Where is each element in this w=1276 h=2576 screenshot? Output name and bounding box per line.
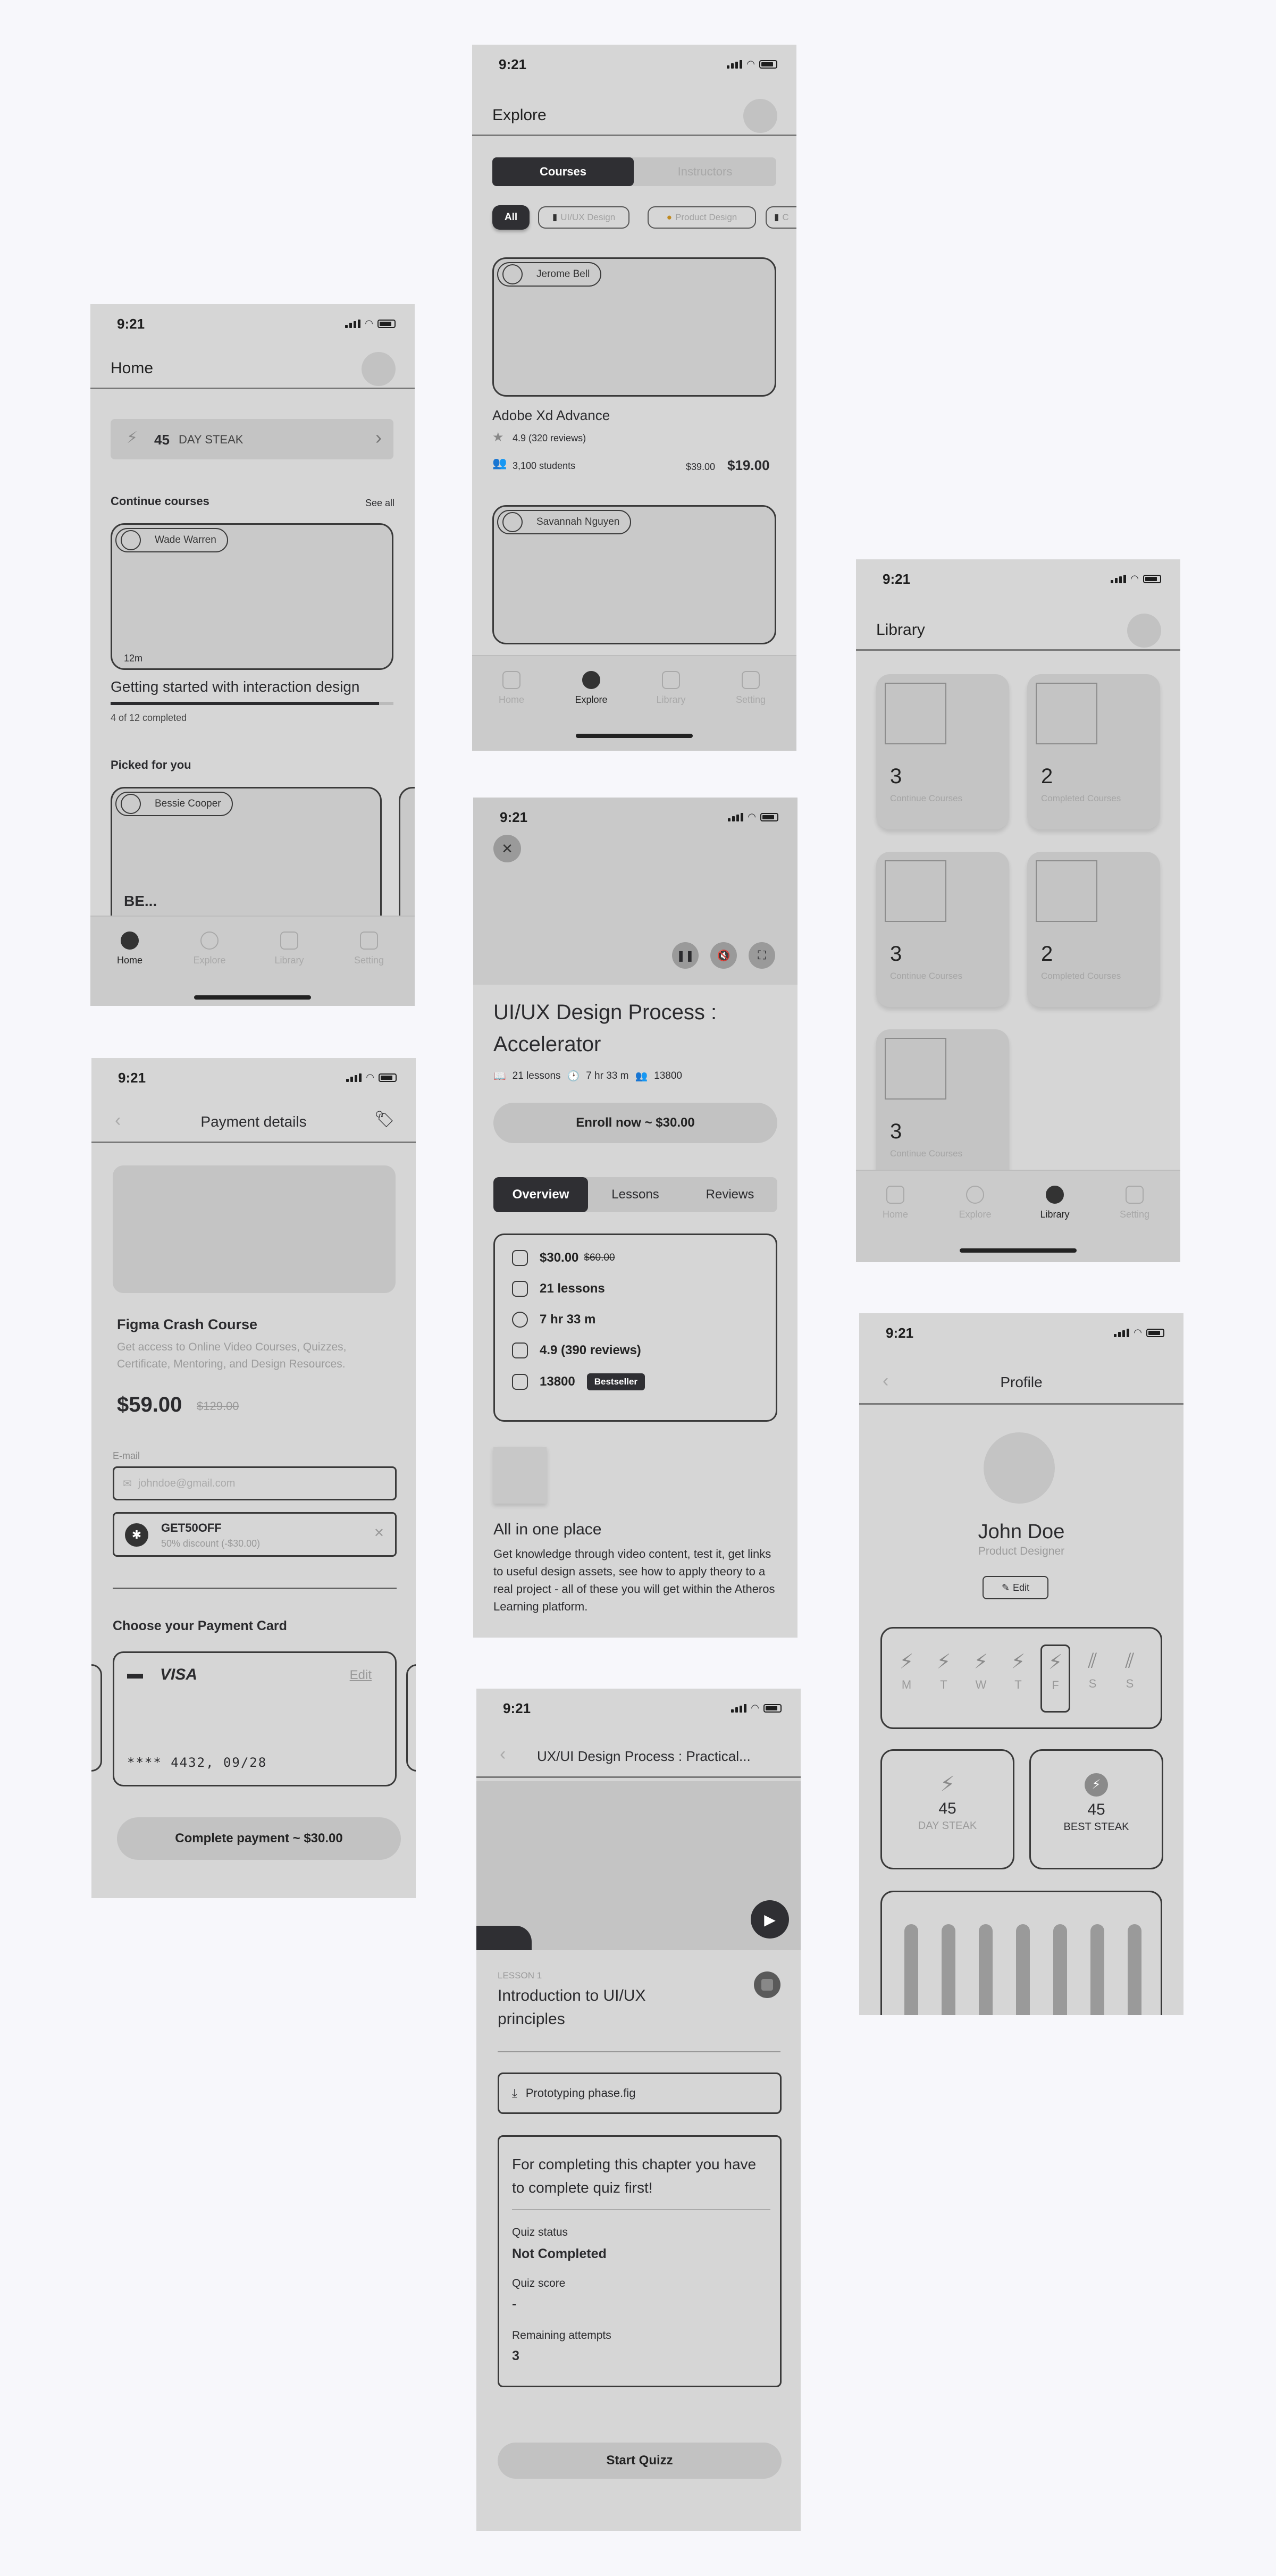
day-mon bbox=[892, 1650, 921, 1692]
divider bbox=[113, 1588, 397, 1589]
week-streak bbox=[880, 1627, 1162, 1729]
button-label: Complete payment ~ $30.00 bbox=[175, 1831, 343, 1845]
streak-number: 45 bbox=[938, 1800, 956, 1817]
tab-bar bbox=[472, 655, 796, 751]
status-time: 9:21 bbox=[883, 571, 911, 587]
status-bar bbox=[472, 45, 796, 87]
bolt-slash-icon: ⫽ bbox=[1125, 1650, 1135, 1672]
activity-chart bbox=[880, 1891, 1162, 2015]
status-bar bbox=[90, 304, 415, 347]
page-title: Library bbox=[876, 621, 925, 639]
grid-icon bbox=[1126, 1186, 1144, 1204]
status-time: 9:21 bbox=[499, 56, 527, 72]
tile-count: 2 bbox=[1041, 942, 1053, 966]
tab-setting[interactable] bbox=[724, 671, 777, 706]
choose-card-label: Choose your Payment Card bbox=[113, 1618, 287, 1633]
picked-card-next[interactable] bbox=[399, 787, 415, 936]
tag-icon bbox=[512, 1250, 528, 1266]
tab-label: Home bbox=[116, 955, 142, 966]
feature-text: Get knowledge through video content, test it, get links to useful design assets, see how to apply theory to a real project - all of these you will get within the Atheros Learning platform. bbox=[493, 1547, 775, 1613]
clock-icon bbox=[512, 1312, 528, 1328]
compass-icon bbox=[200, 932, 219, 950]
coupon-code: GET50OFF bbox=[161, 1521, 222, 1534]
user-name: John Doe bbox=[978, 1521, 1065, 1543]
picked-card[interactable] bbox=[111, 787, 382, 936]
seg-label: Instructors bbox=[677, 165, 733, 178]
star-icon: ★ bbox=[492, 430, 504, 444]
price: $30.00 bbox=[540, 1251, 579, 1265]
tile-count: 3 bbox=[890, 942, 902, 966]
status-time: 9:21 bbox=[500, 809, 528, 825]
fullscreen-icon[interactable]: ⛶ bbox=[749, 942, 775, 969]
home-screen bbox=[90, 304, 415, 1006]
day-label: W bbox=[975, 1678, 987, 1691]
tab-setting[interactable] bbox=[342, 932, 396, 966]
quiz-message: For completing this chapter you have to complete quiz first! bbox=[512, 2156, 757, 2196]
email-label: E-mail bbox=[113, 1450, 140, 1461]
day-label: T bbox=[1014, 1678, 1022, 1691]
coupon-field[interactable] bbox=[113, 1512, 397, 1557]
picked-label: Picked for you bbox=[111, 758, 191, 771]
tab-bar bbox=[90, 916, 415, 1006]
day-label: S bbox=[1126, 1677, 1134, 1690]
file-download[interactable] bbox=[498, 2072, 782, 2114]
home-icon bbox=[886, 1186, 904, 1204]
tile-label: Continue Courses bbox=[890, 1148, 963, 1159]
status-icons: ◠ bbox=[346, 1072, 397, 1083]
lessons: 21 lessons bbox=[540, 1281, 605, 1296]
quiz-status-value: Not Completed bbox=[512, 2246, 607, 2261]
users-icon: 👥 bbox=[635, 1071, 648, 1082]
next-card[interactable] bbox=[406, 1664, 416, 1772]
best-number: 45 bbox=[1087, 1801, 1105, 1818]
chip-more[interactable] bbox=[766, 206, 796, 229]
progress-bar bbox=[111, 702, 393, 705]
day-label: S bbox=[1088, 1677, 1097, 1690]
tab-label: Lessons bbox=[611, 1187, 659, 1202]
profile-screen bbox=[859, 1313, 1183, 2015]
pause-icon[interactable]: ❚❚ bbox=[672, 942, 699, 969]
bolt-icon: ⚡ bbox=[899, 1651, 914, 1673]
status-bar bbox=[859, 1313, 1183, 1356]
day-label: M bbox=[901, 1678, 912, 1691]
pencil-icon: ✎ bbox=[1001, 1582, 1010, 1593]
activity-bar bbox=[1128, 1924, 1141, 2015]
prev-card[interactable] bbox=[91, 1664, 102, 1772]
rating: 4.9 (390 reviews) bbox=[540, 1343, 641, 1357]
tile-label: Continue Courses bbox=[890, 793, 963, 803]
thumb bbox=[1036, 860, 1097, 922]
lessons-count: 21 lessons bbox=[512, 1070, 561, 1081]
tab-reviews[interactable] bbox=[683, 1177, 777, 1212]
course-duration: 12m bbox=[124, 653, 143, 664]
close-icon[interactable]: ✕ bbox=[373, 1526, 384, 1540]
page-title: Payment details bbox=[200, 1113, 307, 1130]
title-line: principles bbox=[498, 2010, 565, 2028]
tab-label: Setting bbox=[1119, 1209, 1150, 1220]
tag-icon: ▮ bbox=[552, 212, 558, 222]
author-name: Wade Warren bbox=[155, 534, 216, 546]
status-time: 9:21 bbox=[503, 1700, 531, 1716]
course-card[interactable] bbox=[111, 523, 393, 670]
status-icons: ◠ bbox=[727, 58, 777, 70]
book-icon: 📖 bbox=[493, 1071, 506, 1082]
author-avatar bbox=[502, 512, 523, 532]
status-bar bbox=[476, 1689, 801, 1731]
streak-label: DAY STEAK bbox=[179, 433, 244, 446]
back-icon[interactable]: ‹ bbox=[500, 1744, 506, 1764]
author-pill bbox=[115, 528, 228, 552]
status-bar bbox=[473, 798, 797, 840]
lessons-row bbox=[512, 1281, 605, 1297]
best-label: BEST STEAK bbox=[1063, 1821, 1129, 1833]
tile-count: 3 bbox=[890, 765, 902, 788]
course-summary bbox=[493, 1234, 777, 1422]
lesson-screen bbox=[476, 1689, 801, 2531]
tab-bar bbox=[856, 1170, 1180, 1262]
activity-bar bbox=[942, 1924, 955, 2015]
tab-label: Overview bbox=[512, 1187, 569, 1202]
see-all-link[interactable]: See all bbox=[365, 498, 394, 508]
page-title: Home bbox=[111, 359, 154, 377]
title-line: UI/UX Design Process : bbox=[493, 1001, 717, 1024]
tab-label: Setting bbox=[735, 694, 766, 705]
bolt-slash-icon: ⫽ bbox=[1088, 1650, 1097, 1672]
book-icon bbox=[1046, 1186, 1064, 1204]
tag-icon: ▮ bbox=[774, 212, 779, 222]
rating-text: 4.9 (320 reviews) bbox=[513, 433, 586, 443]
video-tab bbox=[476, 1926, 532, 1950]
thumb bbox=[885, 860, 946, 922]
chevron-right-icon: › bbox=[375, 426, 382, 448]
library-tile[interactable] bbox=[1027, 674, 1160, 829]
tab-label: Setting bbox=[354, 955, 384, 966]
back-icon[interactable]: ‹ bbox=[115, 1110, 121, 1130]
learners: 13800 bbox=[654, 1070, 682, 1081]
students-icon: 👥 bbox=[492, 456, 507, 469]
tab-label: Home bbox=[498, 694, 524, 705]
edit-link[interactable]: Edit bbox=[349, 1668, 372, 1682]
old-price: $129.00 bbox=[197, 1399, 239, 1413]
author-name: Bessie Cooper bbox=[155, 798, 221, 809]
title-line: Accelerator bbox=[493, 1033, 601, 1056]
coupon-discount: 50% discount (-$30.00) bbox=[161, 1538, 261, 1549]
author-name: Savannah Nguyen bbox=[536, 516, 620, 527]
quiz-score-label: Quiz score bbox=[512, 2277, 566, 2289]
tab-explore[interactable] bbox=[183, 932, 236, 966]
status-icons: ◠ bbox=[345, 318, 396, 329]
book-icon bbox=[280, 932, 298, 950]
tab-label: Explore bbox=[193, 955, 226, 966]
bolt-icon: ⚡ bbox=[936, 1651, 951, 1673]
avatar[interactable] bbox=[743, 99, 777, 133]
attempts-label: Remaining attempts bbox=[512, 2329, 611, 2342]
day-tue bbox=[929, 1650, 959, 1692]
mail-icon: ✉ bbox=[123, 1478, 132, 1490]
activity-bar bbox=[1016, 1924, 1030, 2015]
course-card[interactable] bbox=[492, 257, 776, 397]
play-icon[interactable]: ▶ bbox=[751, 1900, 789, 1939]
header bbox=[476, 1735, 801, 1778]
card-icon: ▬ bbox=[127, 1665, 143, 1682]
tab-library[interactable] bbox=[644, 671, 698, 706]
header bbox=[859, 1362, 1183, 1405]
course-thumbnail bbox=[113, 1165, 396, 1293]
author-avatar bbox=[502, 264, 523, 284]
feature-title: All in one place bbox=[493, 1521, 602, 1538]
card-number: **** 4432, 09/28 bbox=[127, 1755, 267, 1770]
tile-label: Continue Courses bbox=[890, 971, 963, 981]
tag-icon[interactable]: 🏷 bbox=[374, 1111, 394, 1128]
start-quiz-button[interactable] bbox=[498, 2443, 782, 2479]
price: $19.00 bbox=[727, 457, 770, 473]
avatar[interactable] bbox=[1127, 614, 1161, 648]
home-indicator bbox=[576, 734, 693, 738]
book-icon bbox=[512, 1281, 528, 1297]
tile-count: 2 bbox=[1041, 765, 1053, 788]
mute-icon[interactable]: 🔇 bbox=[710, 942, 737, 969]
status-icons: ◠ bbox=[1111, 573, 1161, 584]
course-name: Adobe Xd Advance bbox=[492, 407, 610, 423]
profile-avatar bbox=[984, 1432, 1055, 1504]
status-icons: ◠ bbox=[1114, 1327, 1164, 1338]
learners-row bbox=[512, 1373, 645, 1390]
tab-home[interactable] bbox=[485, 671, 538, 706]
day-sun bbox=[1115, 1650, 1145, 1691]
bolt-badge-icon: ⚡ bbox=[1085, 1773, 1108, 1797]
duration: 7 hr 33 m bbox=[540, 1312, 596, 1327]
bolt-icon: ⚡ bbox=[973, 1651, 988, 1673]
tab-library[interactable] bbox=[1028, 1186, 1081, 1220]
day-fri[interactable] bbox=[1040, 1644, 1070, 1713]
quiz-panel bbox=[498, 2135, 782, 2387]
course-card[interactable] bbox=[492, 505, 776, 644]
price: $59.00 bbox=[117, 1393, 182, 1416]
attempts-value: 3 bbox=[512, 2348, 519, 2363]
file-name: Prototyping phase.fig bbox=[525, 2086, 636, 2100]
library-tile[interactable] bbox=[876, 852, 1009, 1007]
users-icon bbox=[512, 1374, 528, 1390]
lesson-title bbox=[498, 1984, 645, 2031]
quiz-status-label: Quiz status bbox=[512, 2226, 568, 2238]
tab-setting[interactable] bbox=[1108, 1186, 1161, 1220]
bolt-icon: ⚡ bbox=[939, 1773, 955, 1796]
author-pill bbox=[497, 510, 631, 534]
email-placeholder: johndoe@gmail.com bbox=[138, 1477, 236, 1489]
page-title: UX/UI Design Process : Practical... bbox=[537, 1748, 751, 1764]
course-name: Figma Crash Course bbox=[117, 1316, 258, 1332]
picked-title: BE... bbox=[124, 893, 157, 909]
enroll-button[interactable] bbox=[493, 1103, 777, 1143]
author-avatar bbox=[121, 794, 141, 814]
card-brand: VISA bbox=[160, 1666, 198, 1683]
compass-icon bbox=[582, 671, 600, 689]
course-desc: Get access to Online Video Courses, Quizzes, Certificate, Mentoring, and Design Resources. bbox=[117, 1341, 347, 1370]
meta-row bbox=[493, 1070, 682, 1083]
badge-icon: ✱ bbox=[125, 1523, 148, 1547]
streak-label: DAY STEAK bbox=[918, 1820, 977, 1832]
duration: 7 hr 33 m bbox=[586, 1070, 629, 1081]
author-pill bbox=[115, 792, 233, 816]
day-wed bbox=[966, 1650, 996, 1692]
payment-card[interactable] bbox=[113, 1651, 397, 1786]
tile-label: Completed Courses bbox=[1041, 971, 1121, 981]
activity-bar bbox=[1053, 1924, 1067, 2015]
best-streak-card bbox=[1029, 1749, 1163, 1869]
library-screen bbox=[856, 559, 1180, 1262]
thumb bbox=[885, 683, 946, 744]
course-detail-screen bbox=[473, 798, 797, 1638]
status-icons: ◠ bbox=[731, 1702, 782, 1714]
tab-explore[interactable] bbox=[948, 1186, 1002, 1220]
old-price: $39.00 bbox=[686, 462, 716, 472]
continue-label: Continue courses bbox=[111, 494, 209, 508]
grid-icon bbox=[742, 671, 760, 689]
library-tile[interactable] bbox=[1027, 852, 1160, 1007]
clock-icon: 🕑 bbox=[567, 1071, 580, 1082]
edit-profile-button[interactable] bbox=[983, 1576, 1048, 1599]
user-role: Product Designer bbox=[978, 1545, 1065, 1557]
library-tile[interactable] bbox=[876, 674, 1009, 829]
learners: 13800 bbox=[540, 1374, 575, 1389]
page-title: Profile bbox=[1000, 1374, 1043, 1390]
bolt-icon: ⚡ bbox=[1011, 1651, 1026, 1673]
seg-instructors[interactable] bbox=[634, 157, 776, 186]
chip-all[interactable] bbox=[492, 205, 530, 230]
seg-label: Courses bbox=[539, 165, 587, 178]
download-icon: ⤓ bbox=[512, 2086, 517, 2100]
tab-home[interactable] bbox=[103, 932, 156, 966]
close-icon[interactable]: ✕ bbox=[493, 835, 521, 862]
payment-screen bbox=[91, 1058, 416, 1898]
lesson-status-icon[interactable] bbox=[754, 1971, 780, 1998]
email-field[interactable] bbox=[113, 1466, 397, 1500]
rating-row bbox=[512, 1342, 641, 1358]
star-icon bbox=[512, 1342, 528, 1358]
author-pill bbox=[497, 262, 601, 287]
author-avatar bbox=[121, 530, 141, 550]
button-label: Enroll now ~ $30.00 bbox=[576, 1115, 695, 1130]
tab-label: Home bbox=[882, 1209, 908, 1220]
bestseller-badge: Bestseller bbox=[587, 1373, 645, 1390]
divider bbox=[498, 2051, 780, 2052]
tab-explore[interactable] bbox=[565, 671, 618, 706]
students-text: 3,100 students bbox=[513, 460, 576, 471]
segmented-control bbox=[492, 157, 776, 186]
streak-banner[interactable] bbox=[111, 419, 393, 459]
grid-icon bbox=[360, 932, 378, 950]
home-indicator bbox=[194, 995, 311, 1000]
bolt-icon: ⚡ bbox=[1048, 1651, 1063, 1674]
day-sat bbox=[1078, 1650, 1107, 1691]
tab-label: Reviews bbox=[706, 1187, 754, 1202]
status-time: 9:21 bbox=[117, 316, 145, 332]
chip-label: Product Design bbox=[675, 212, 737, 222]
tab-label: Explore bbox=[575, 694, 608, 705]
activity-bar bbox=[1090, 1924, 1104, 2015]
tab-label: Library bbox=[1040, 1209, 1070, 1220]
price-row bbox=[512, 1250, 615, 1266]
button-label: Start Quizz bbox=[606, 2453, 673, 2468]
day-label: T bbox=[940, 1678, 947, 1691]
explore-screen bbox=[472, 45, 796, 751]
status-time: 9:21 bbox=[118, 1070, 146, 1086]
home-indicator bbox=[960, 1248, 1077, 1253]
header bbox=[472, 94, 796, 136]
course-title bbox=[493, 996, 717, 1060]
avatar[interactable] bbox=[362, 352, 396, 386]
status-bar bbox=[91, 1058, 416, 1101]
feature-image bbox=[493, 1447, 547, 1504]
compass-icon bbox=[966, 1186, 984, 1204]
thumb bbox=[1036, 683, 1097, 744]
progress-fill bbox=[111, 702, 379, 705]
progress-text: 4 of 12 completed bbox=[111, 712, 187, 723]
tile-label: Completed Courses bbox=[1041, 793, 1121, 803]
chip-label: UI/UX Design bbox=[560, 212, 616, 222]
activity-bar bbox=[904, 1924, 918, 2015]
book-icon bbox=[662, 671, 680, 689]
tab-label: Library bbox=[274, 955, 304, 966]
page-title: Explore bbox=[492, 106, 547, 124]
author-name: Jerome Bell bbox=[536, 268, 590, 280]
chip-uiux[interactable] bbox=[538, 206, 629, 229]
back-icon[interactable]: ‹ bbox=[883, 1371, 889, 1391]
quiz-divider bbox=[512, 2209, 770, 2210]
tile-count: 3 bbox=[890, 1120, 902, 1143]
activity-bar bbox=[979, 1924, 993, 2015]
chip-product[interactable] bbox=[648, 206, 756, 229]
bolt-icon: ⚡ bbox=[127, 429, 138, 447]
status-bar bbox=[856, 559, 1180, 602]
tab-overview[interactable] bbox=[493, 1177, 588, 1212]
course-title: Getting started with interaction design bbox=[111, 678, 360, 695]
status-icons: ◠ bbox=[728, 811, 778, 823]
title-line: Introduction to UI/UX bbox=[498, 1987, 646, 2004]
header bbox=[856, 608, 1180, 651]
quiz-score-value: - bbox=[512, 2296, 517, 2311]
thumb bbox=[885, 1038, 946, 1100]
tag-icon: ● bbox=[666, 212, 673, 222]
duration-row bbox=[512, 1312, 595, 1328]
tab-lessons[interactable] bbox=[588, 1177, 683, 1212]
home-icon bbox=[502, 671, 521, 689]
streak-number: 45 bbox=[154, 432, 170, 448]
status-time: 9:21 bbox=[886, 1325, 914, 1341]
header bbox=[91, 1101, 416, 1143]
header bbox=[90, 347, 415, 389]
old-price: $60.00 bbox=[584, 1252, 615, 1263]
video-player[interactable] bbox=[476, 1781, 801, 1950]
tab-library[interactable] bbox=[263, 932, 316, 966]
tab-home[interactable] bbox=[869, 1186, 922, 1220]
chip-label: C bbox=[782, 212, 789, 222]
tab-label: Library bbox=[656, 694, 686, 705]
button-label: Edit bbox=[1013, 1582, 1030, 1593]
seg-courses[interactable] bbox=[492, 157, 634, 186]
day-thu bbox=[1003, 1650, 1033, 1692]
detail-tabs bbox=[493, 1177, 777, 1212]
complete-payment-button[interactable] bbox=[117, 1817, 401, 1860]
chip-label: All bbox=[504, 212, 518, 223]
lesson-number: LESSON 1 bbox=[498, 1970, 542, 1981]
day-label: F bbox=[1052, 1679, 1059, 1692]
library-tile[interactable] bbox=[876, 1029, 1009, 1185]
home-icon bbox=[121, 932, 139, 950]
day-streak-card bbox=[880, 1749, 1014, 1869]
tab-label: Explore bbox=[959, 1209, 992, 1220]
